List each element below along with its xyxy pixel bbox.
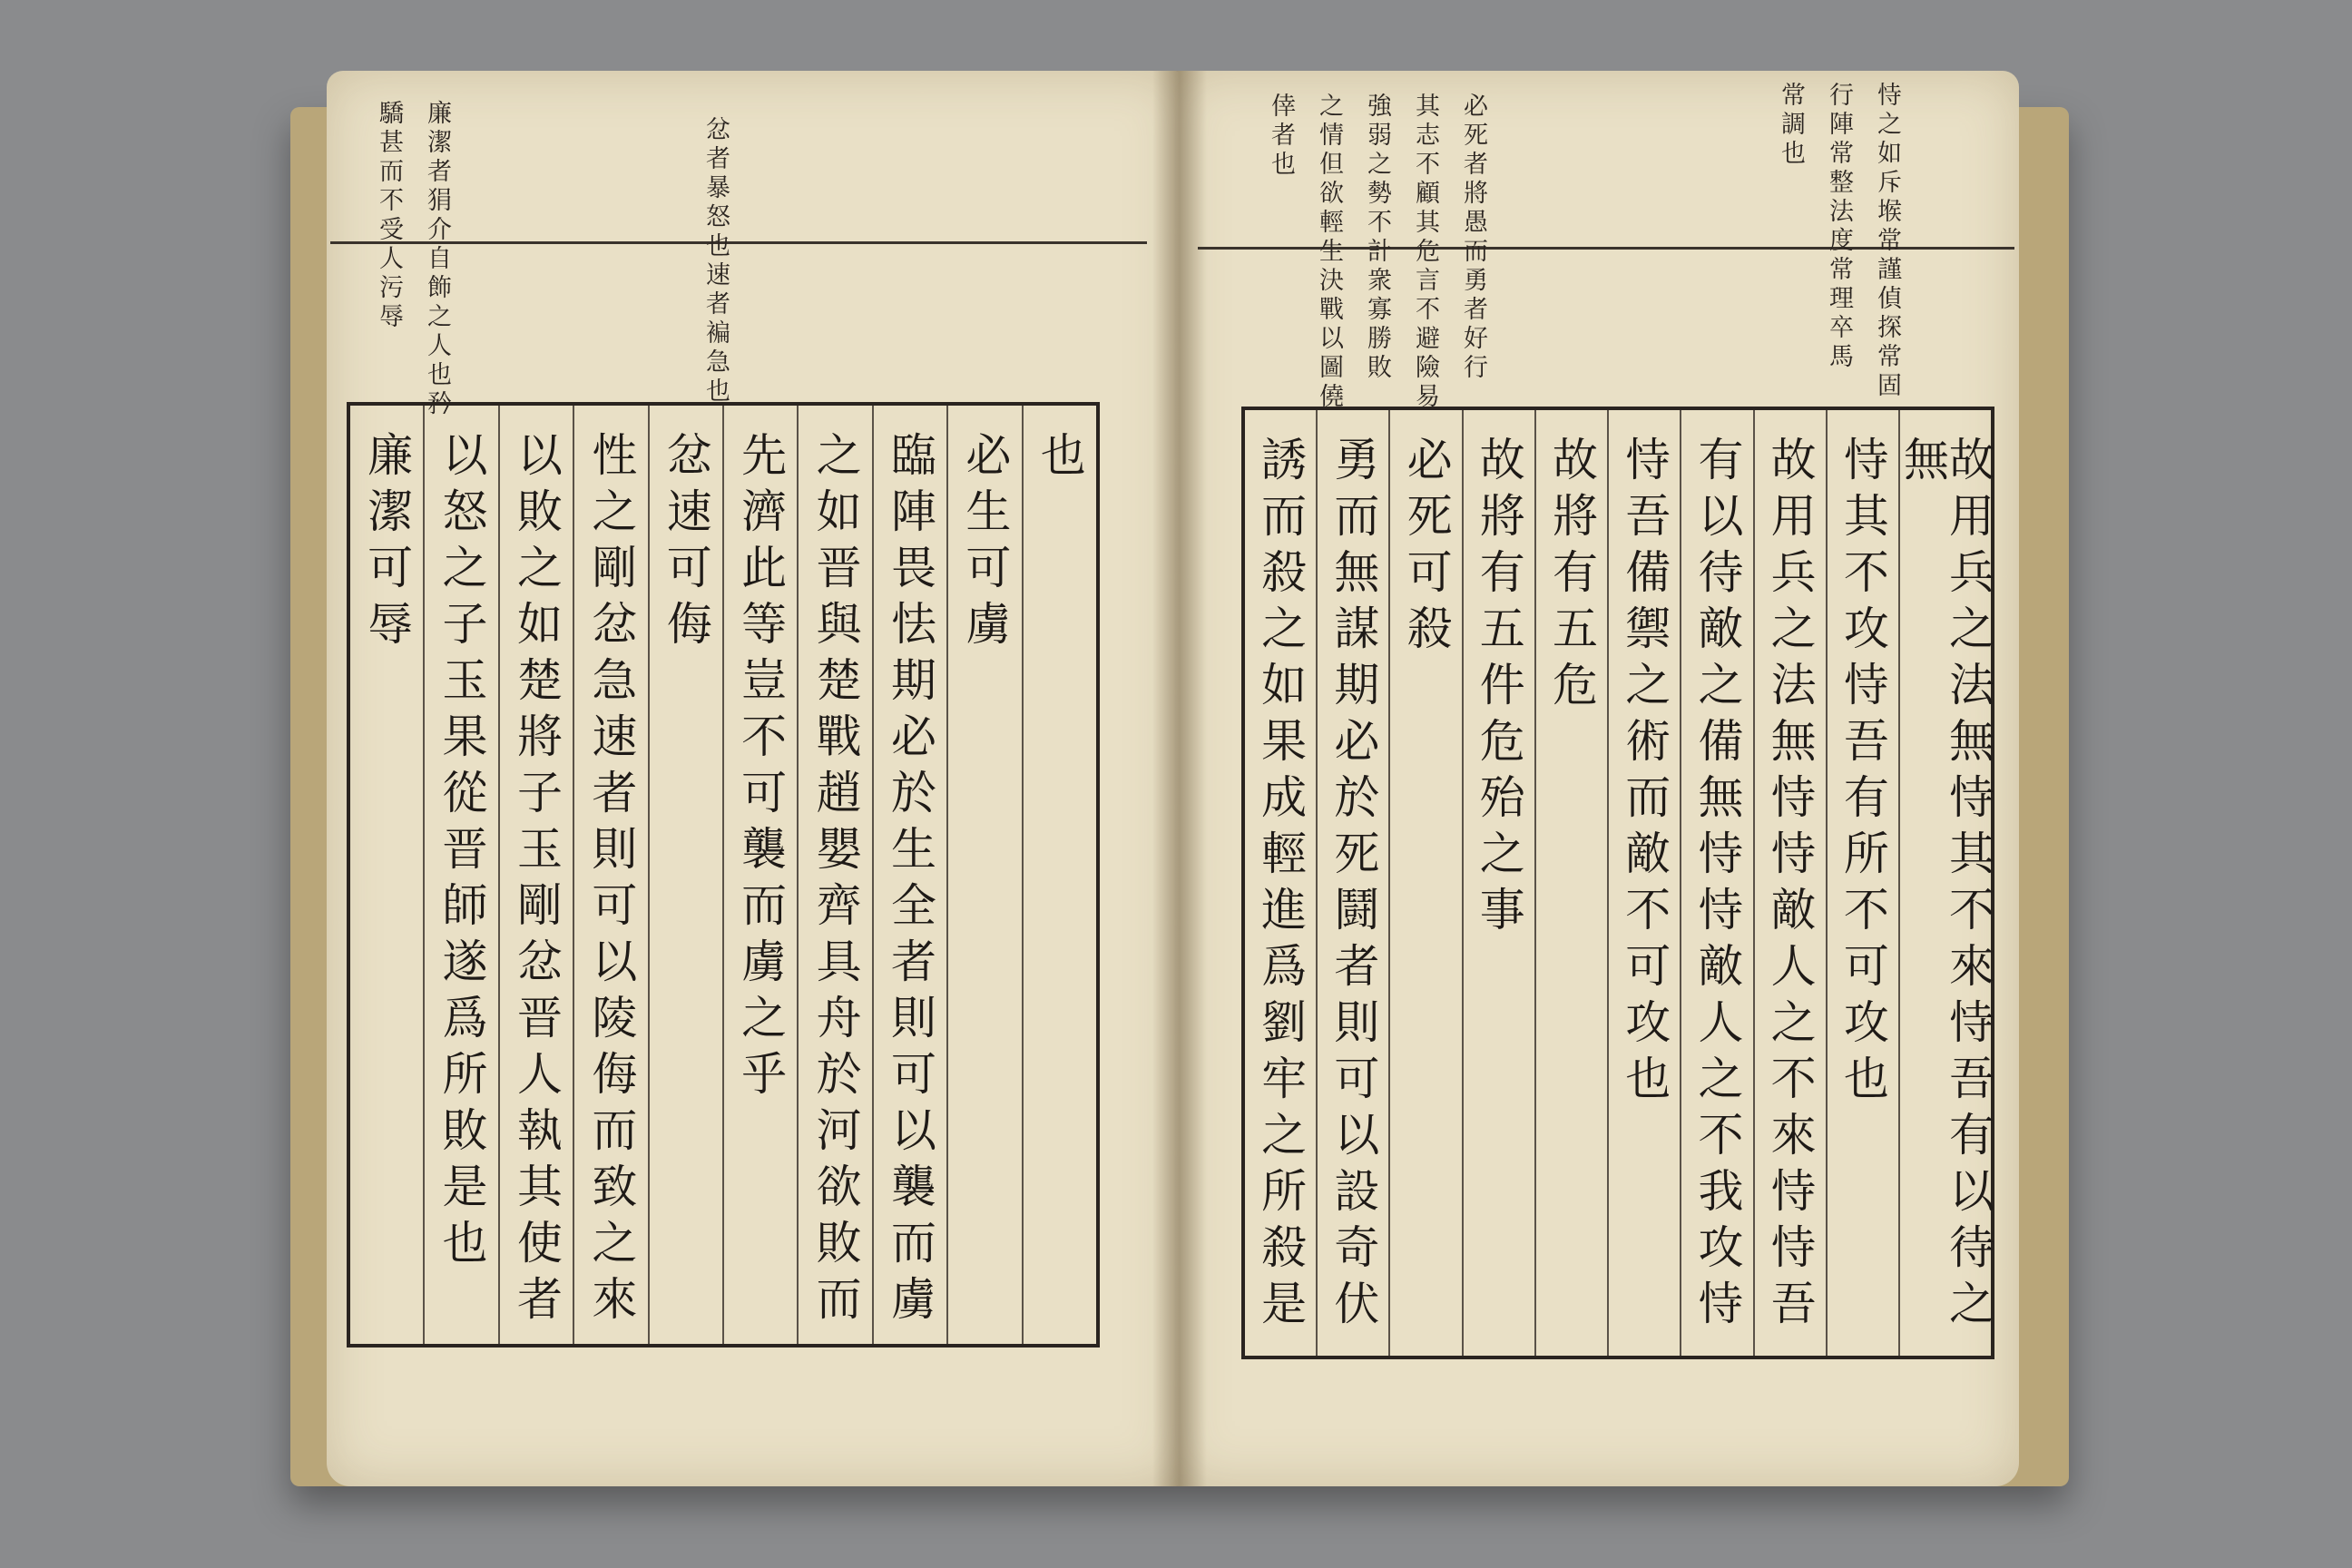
book-spread — [290, 71, 2069, 1504]
column-text: 以敗之如楚將子玉剛忿晋人執其使者 — [509, 431, 563, 1331]
note-line: 行陣常整法度常理卒馬 — [1825, 82, 1853, 372]
text-column — [498, 406, 573, 1344]
column-text: 誘而殺之如果成輕進爲劉牢之所殺是 — [1254, 436, 1308, 1336]
note-line: 忿者暴怒也速者褊急也 — [701, 116, 730, 407]
left-annotation-b — [703, 116, 728, 407]
right-annotation-a — [1779, 82, 1899, 401]
left-text-frame — [347, 402, 1100, 1348]
column-text: 廉潔可辱 — [360, 431, 414, 656]
text-column — [1245, 410, 1316, 1356]
text-column — [1896, 410, 1994, 1356]
column-text: 有以待敵之備無恃恃敵人之不我攻恃 — [1690, 436, 1744, 1336]
text-column — [1826, 410, 1898, 1356]
note-line: 廉潔者狷介自飾之人也矜 — [423, 100, 451, 419]
left-header-rule — [330, 241, 1147, 244]
column-text: 性之剛忿急速者則可以陵侮而致之來 — [584, 431, 638, 1331]
column-text: 先濟此等豈不可襲而虜之乎 — [734, 431, 788, 1106]
right-annotation-b — [1269, 93, 1485, 412]
column-text: 勇而無謀期必於死鬪者則可以設奇伏 — [1327, 436, 1380, 1336]
text-column — [1680, 410, 1752, 1356]
column-text: 故將有五件危殆之事 — [1472, 436, 1525, 942]
column-text: 忿速可侮 — [659, 431, 712, 656]
note-line: 驕甚而不受人污辱 — [375, 100, 403, 332]
text-column — [350, 406, 423, 1344]
text-column — [1388, 410, 1461, 1356]
text-column — [1022, 406, 1096, 1344]
column-text: 故用兵之法無恃其不來恃吾有以待之無 — [1896, 436, 1994, 1336]
text-column — [872, 406, 946, 1344]
column-text: 故將有五危 — [1545, 436, 1599, 717]
note-line: 倖者也 — [1267, 93, 1295, 180]
column-text: 以怒之子玉果從晋師遂爲所敗是也 — [435, 431, 488, 1275]
text-column — [648, 406, 722, 1344]
text-column — [946, 406, 1021, 1344]
column-text: 恃吾備禦之術而敵不可攻也 — [1618, 436, 1671, 1111]
column-text: 也 — [1033, 431, 1086, 487]
text-column — [1753, 410, 1826, 1356]
text-column — [423, 406, 497, 1344]
text-column — [1316, 410, 1388, 1356]
note-line: 強弱之勢不計衆寡勝敗 — [1363, 93, 1391, 383]
book-gutter — [1152, 71, 1207, 1486]
note-line: 之情但欲輕生決戰以圖僥 — [1315, 93, 1343, 412]
left-annotation-a — [377, 100, 449, 419]
text-column — [1462, 410, 1534, 1356]
note-line: 其志不顧其危言不避險易 — [1411, 93, 1439, 412]
column-text: 故用兵之法無恃恃敵人之不來恃恃吾 — [1763, 436, 1817, 1336]
note-line: 必死者將愚而勇者好行 — [1459, 93, 1487, 383]
column-text: 必死可殺 — [1399, 436, 1453, 661]
note-line: 恃之如斥堠常謹偵探常固 — [1873, 82, 1901, 401]
column-text: 臨陣畏怯期必於生全者則可以襲而虜 — [883, 431, 936, 1331]
column-text: 必生可虜 — [958, 431, 1012, 656]
column-text: 恃其不攻恃吾有所不可攻也 — [1836, 436, 1889, 1111]
text-column — [573, 406, 647, 1344]
note-line: 常調也 — [1777, 82, 1805, 169]
text-column — [722, 406, 797, 1344]
text-column — [797, 406, 871, 1344]
right-text-frame — [1241, 407, 1994, 1359]
text-column — [1607, 410, 1680, 1356]
text-column — [1534, 410, 1607, 1356]
column-text: 之如晋與楚戰趙嬰齊具舟於河欲敗而 — [808, 431, 862, 1331]
